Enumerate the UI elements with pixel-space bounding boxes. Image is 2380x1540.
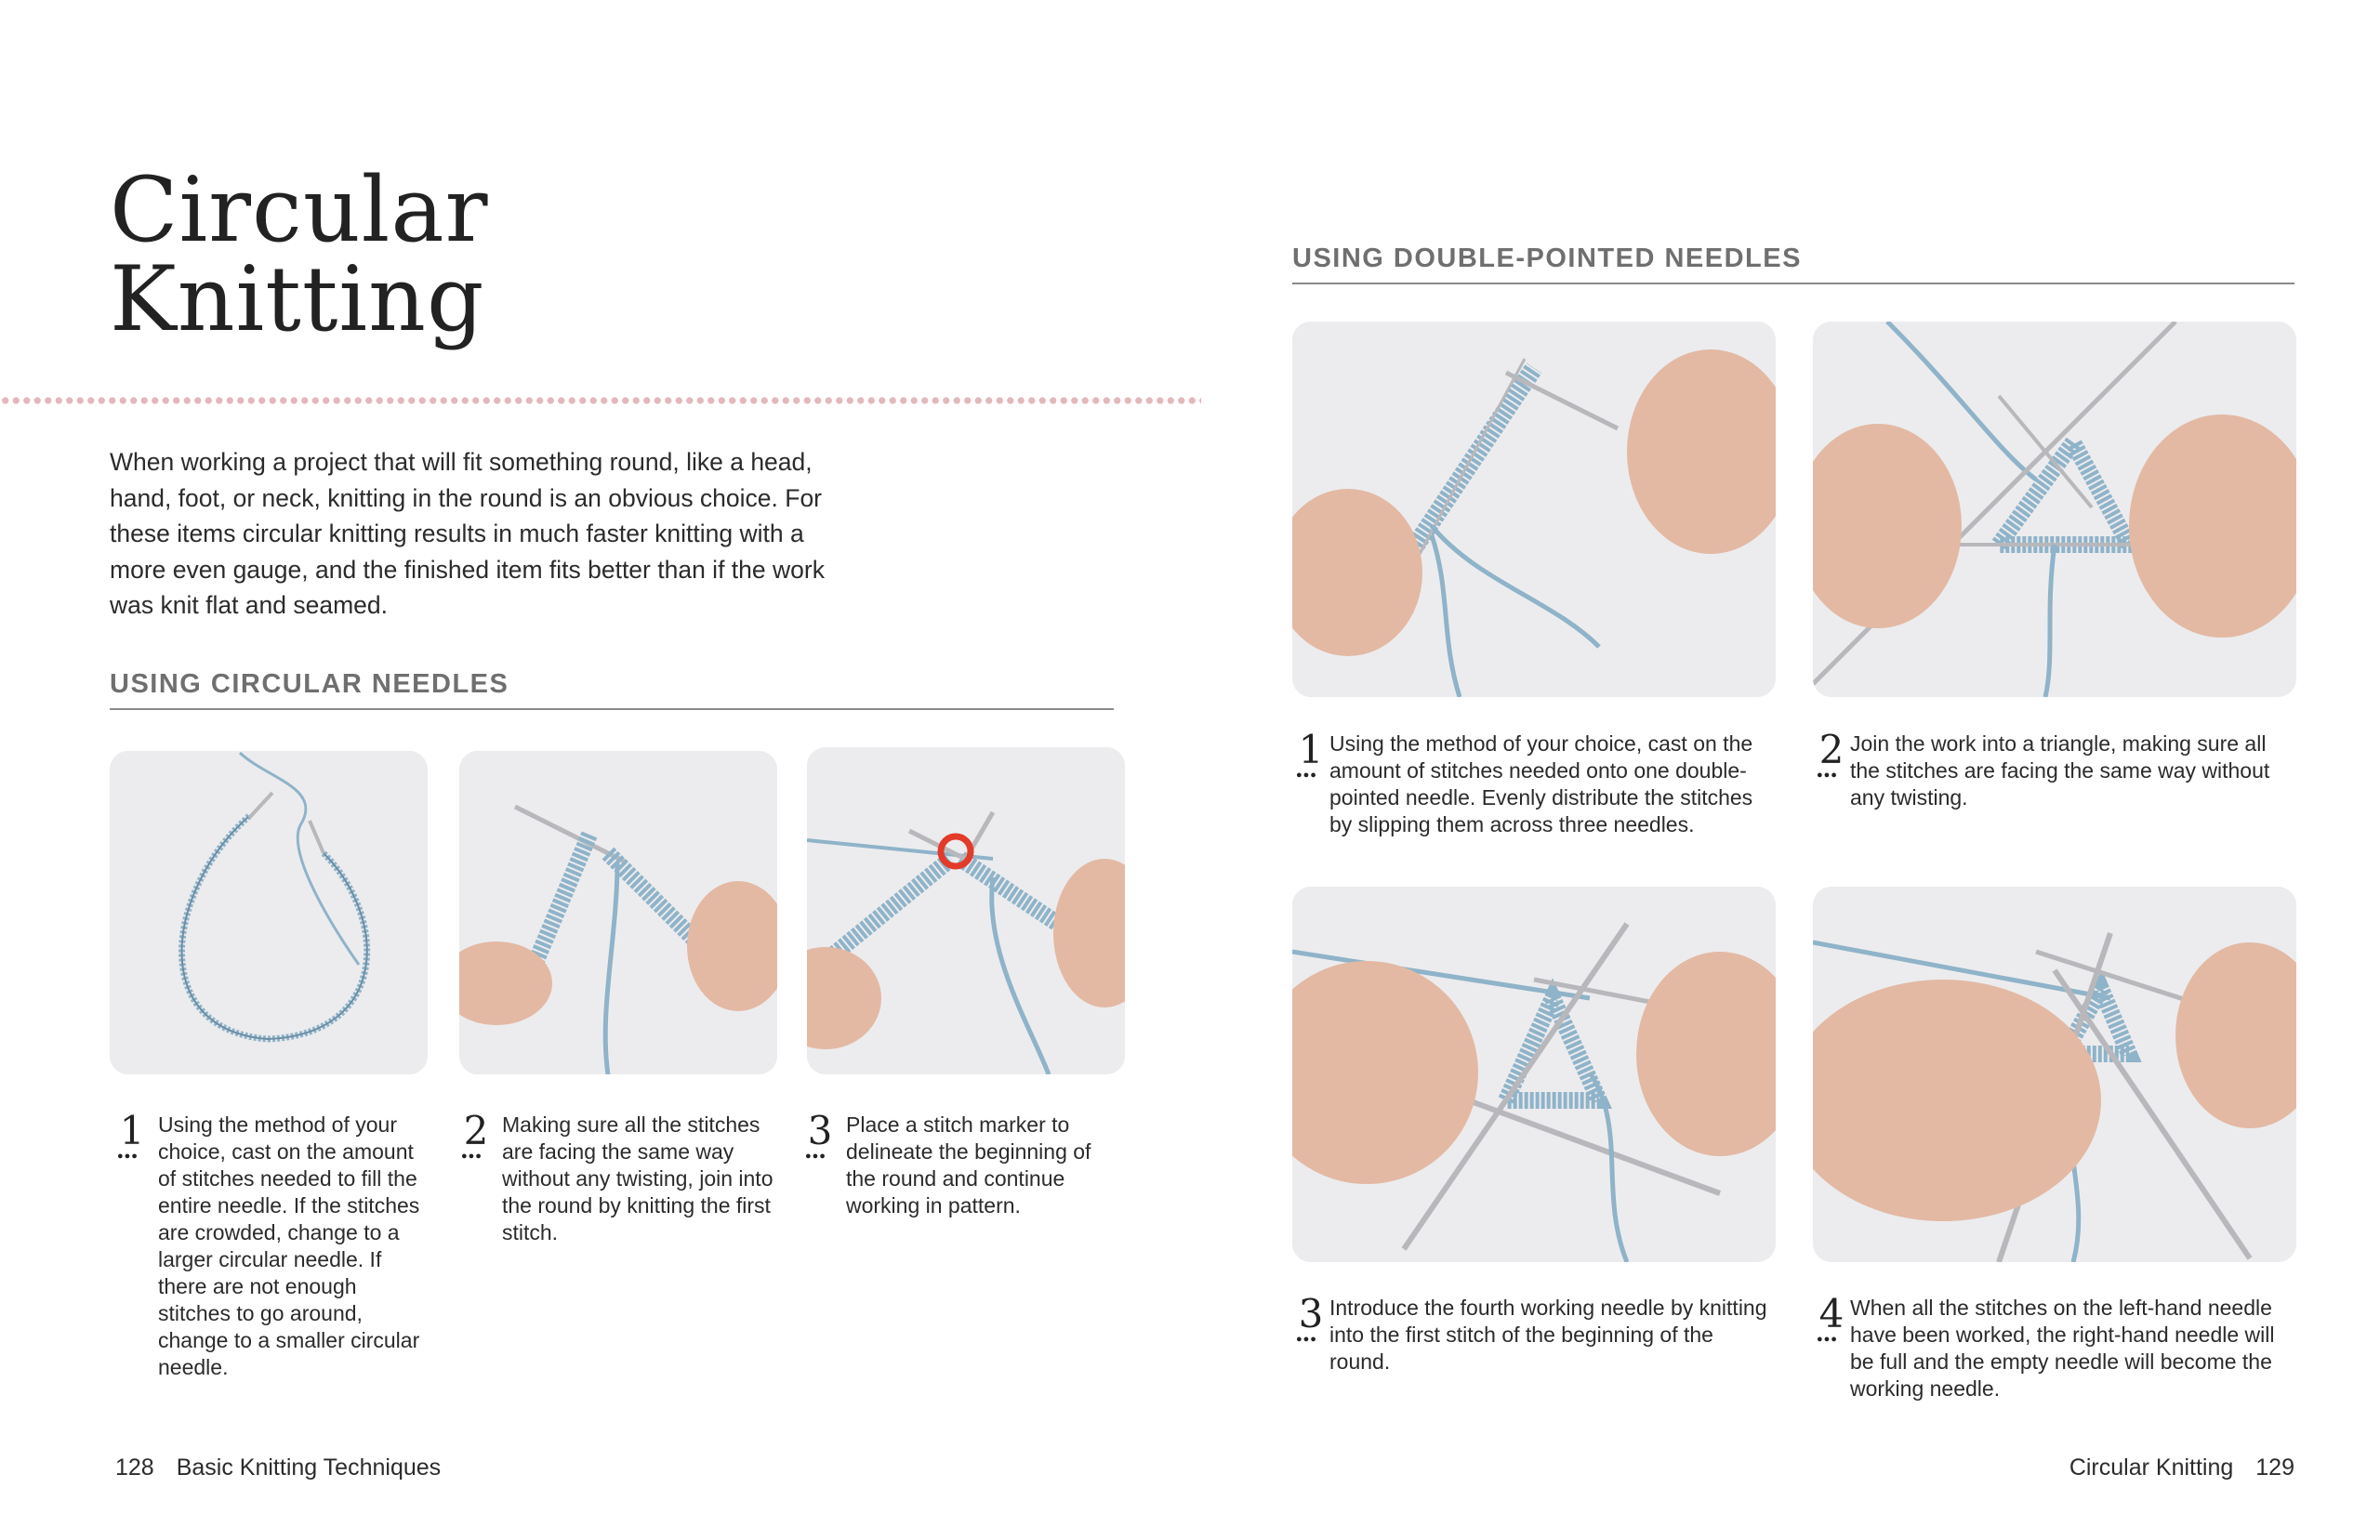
step-dpn-3 [1294,1291,1778,1375]
photo-circular-step-3-art [807,747,1125,1074]
page-title [110,158,489,351]
step-text: Join the work into a triangle, making sure all the stitches are facing the same way without any twisting. [1850,731,2270,809]
photo-dpn-step-3 [1292,887,1776,1262]
step-number: 3 [807,1108,833,1153]
step-number: 2 [463,1108,489,1153]
page-number-right: 129 [2255,1454,2294,1481]
step-dots-icon: ●●● [117,1151,139,1162]
intro-paragraph: When working a project that will fit something round, like a head, hand, foot, or neck, knitting in the round is an obvious choice. For these items circular knitting results in much faster knitting with a more even gauge, and the finished item fits better than if the work was knit flat and seamed. [110,448,825,619]
step-text: Using the method of your choice, cast on the amount of stitches needed onto one double-pointed needle. Evenly distribute the stitches by slipping them across three needles. [1329,731,1753,836]
step-circular-3 [803,1108,1119,1219]
title-line-2: Knitting [110,247,485,351]
photo-circular-step-1-art [110,751,428,1074]
step-text: Using the method of your choice, cast on the amount of stitches needed to fill the entire needle. If the stitches are crowded, change to a larger circular needle. If there are not enough stitches to go around, change to a smaller circular needle. [158,1112,420,1379]
footer-left [115,1454,441,1481]
step-dpn-4 [1815,1291,2298,1402]
step-dpn-1 [1294,727,1778,838]
photo-circular-step-1 [110,751,428,1074]
photo-dpn-step-3-art [1292,887,1776,1262]
photo-dpn-step-1-art [1292,322,1776,697]
footer-section-left: Basic Knitting Techniques [176,1454,442,1481]
title-line-1: Circular [110,158,489,262]
step-circular-2 [459,1108,775,1246]
step-dots-icon: ●●● [1296,1334,1317,1345]
step-text: Introduce the fourth working needle by knitting into the first stitch of the beginning of the round. [1329,1296,1767,1374]
step-dots-icon: ●●● [1817,1334,1838,1345]
step-circular-1 [115,1108,431,1381]
step-number: 2 [1818,727,1844,772]
step-dots-icon: ●●● [1296,770,1317,781]
section-heading-circular: USING CIRCULAR NEEDLES [110,669,1114,710]
footer-right [2069,1454,2294,1481]
step-text: Place a stitch marker to delineate the beginning of the round and continue working in pattern. [846,1112,1091,1218]
step-dots-icon: ●●● [461,1151,483,1162]
photo-dpn-step-1 [1292,322,1776,697]
dotted-divider [0,395,1201,406]
step-number: 3 [1298,1291,1324,1336]
step-text: Making sure all the stitches are facing the same way without any twisting, join into the round by knitting the first stitch. [502,1112,774,1244]
photo-circular-step-2-art [459,751,777,1074]
photo-dpn-step-2 [1813,322,2296,697]
photo-circular-step-2 [459,751,777,1074]
page-number-left: 128 [115,1454,154,1481]
step-number: 1 [119,1108,145,1153]
step-dots-icon: ●●● [1817,770,1838,781]
photo-circular-step-3 [807,747,1125,1074]
step-dots-icon: ●●● [805,1151,826,1162]
section-heading-double-pointed: USING DOUBLE-POINTED NEEDLES [1292,244,2294,284]
photo-dpn-step-4-art [1813,887,2296,1262]
step-text: When all the stitches on the left-hand needle have been worked, the right-hand needle will be full and the empty needle will become the working needle. [1850,1296,2275,1401]
photo-dpn-step-2-art [1813,322,2296,697]
step-number: 1 [1298,727,1324,772]
step-dpn-2 [1815,727,2298,811]
footer-section-right: Circular Knitting [2069,1454,2234,1481]
step-number: 4 [1818,1291,1844,1336]
photo-dpn-step-4 [1813,887,2296,1262]
